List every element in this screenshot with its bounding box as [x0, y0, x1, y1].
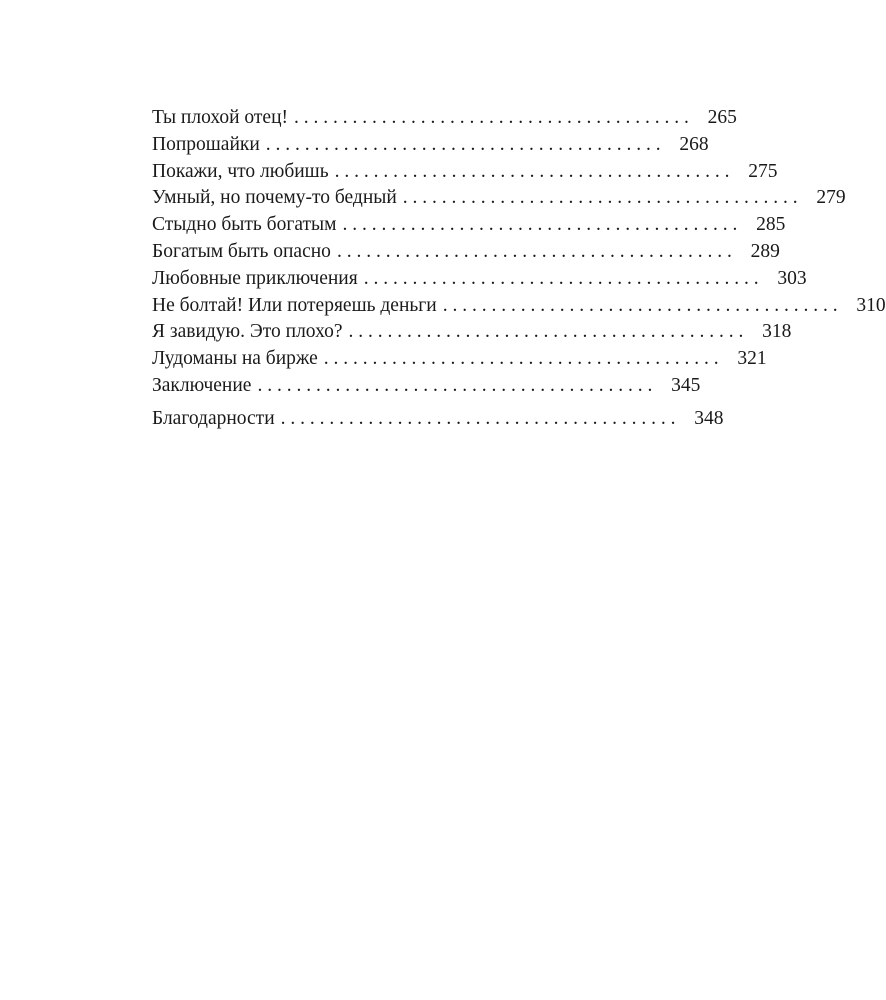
toc-entry-page: 310: [856, 294, 886, 316]
toc-entry[interactable]: [152, 185, 846, 212]
toc-entry-title: Я завидую. Это плохо?: [152, 321, 343, 343]
toc-entry[interactable]: [152, 239, 780, 266]
table-of-contents: [152, 105, 886, 433]
toc-entry-title: Стыдно быть богатым: [152, 214, 337, 236]
dot-leader: . . . . . . . . . . . . . . . . . . . . . . . . . . . . . . . . . . . . . . . . .: [336, 240, 732, 262]
dot-leader: . . . . . . . . . . . . . . . . . . . . . . . . . . . . . . . . . . . . . . . . .: [265, 133, 661, 155]
toc-entry-title: Лудоманы на бирже: [152, 348, 318, 370]
toc-entry-title: Не болтай! Или потеряешь деньги: [152, 294, 437, 316]
toc-entry[interactable]: [152, 373, 701, 400]
toc-entry-page: 279: [816, 187, 846, 209]
dot-leader: . . . . . . . . . . . . . . . . . . . . . . . . . . . . . . . . . . . . . . . . .: [442, 294, 838, 316]
dot-leader: . . . . . . . . . . . . . . . . . . . . . . . . . . . . . . . . . . . . . . . . .: [323, 348, 719, 370]
toc-entry-page: 268: [679, 133, 709, 155]
toc-entry[interactable]: [152, 406, 724, 433]
toc-entry[interactable]: [152, 346, 767, 373]
toc-entry[interactable]: [152, 319, 792, 346]
toc-entry-page: 285: [756, 214, 786, 236]
toc-entry-page: 348: [694, 407, 724, 429]
toc-entry-page: 289: [750, 240, 780, 262]
toc-entry-page: 318: [762, 321, 792, 343]
toc-entry[interactable]: [152, 266, 807, 293]
toc-entry-title: Покажи, что любишь: [152, 160, 329, 182]
toc-entry[interactable]: [152, 212, 786, 239]
toc-entry-page: 303: [777, 267, 807, 289]
dot-leader: . . . . . . . . . . . . . . . . . . . . . . . . . . . . . . . . . . . . . . . . .: [294, 107, 689, 128]
dot-leader: . . . . . . . . . . . . . . . . . . . . . . . . . . . . . . . . . . . . . . . . .: [363, 267, 759, 289]
toc-entry-title: Любовные приключения: [152, 267, 358, 289]
dot-leader: . . . . . . . . . . . . . . . . . . . . . . . . . . . . . . . . . . . . . . . . .: [348, 321, 744, 343]
toc-entry[interactable]: [152, 159, 778, 186]
toc-entry-title: Умный, но почему-то бедный: [152, 187, 397, 209]
toc-entry-title: Благодарности: [152, 407, 275, 429]
toc-entry-title: Богатым быть опасно: [152, 240, 331, 262]
dot-leader: . . . . . . . . . . . . . . . . . . . . . . . . . . . . . . . . . . . . . . . . .: [280, 407, 676, 429]
toc-entry-page: 321: [737, 348, 767, 370]
dot-leader: . . . . . . . . . . . . . . . . . . . . . . . . . . . . . . . . . . . . . . . . .: [257, 374, 653, 396]
toc-entry[interactable]: [152, 105, 737, 132]
toc-entry-title: Попрошайки: [152, 133, 260, 155]
toc-entry[interactable]: [152, 132, 709, 159]
toc-entry-page: 275: [748, 160, 778, 182]
toc-entry-title: Ты плохой отец!: [152, 107, 289, 128]
dot-leader: . . . . . . . . . . . . . . . . . . . . . . . . . . . . . . . . . . . . . . . . .: [342, 214, 738, 236]
toc-entry-page: 345: [671, 374, 701, 396]
toc-entry-title: Заключение: [152, 374, 252, 396]
dot-leader: . . . . . . . . . . . . . . . . . . . . . . . . . . . . . . . . . . . . . . . . .: [402, 187, 798, 209]
dot-leader: . . . . . . . . . . . . . . . . . . . . . . . . . . . . . . . . . . . . . . . . .: [334, 160, 730, 182]
toc-entry[interactable]: [152, 293, 886, 320]
toc-entry-page: 265: [707, 107, 737, 128]
